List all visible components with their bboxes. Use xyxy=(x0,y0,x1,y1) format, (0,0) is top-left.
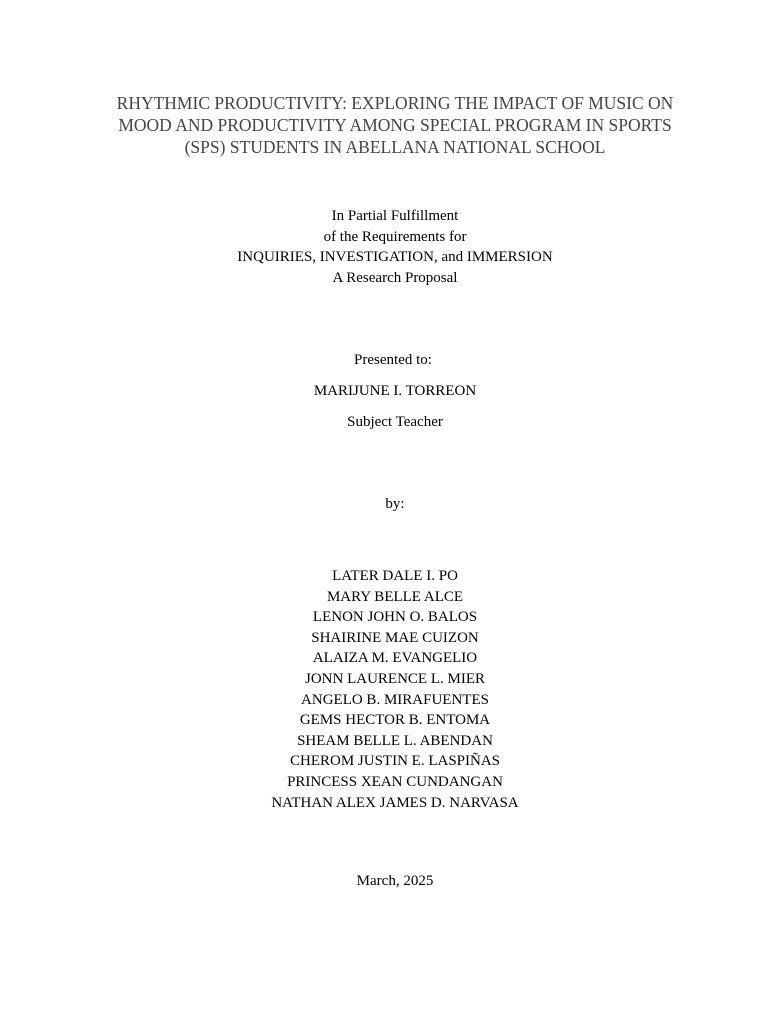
fulfillment-line: In Partial Fulfillment xyxy=(331,208,459,224)
course-name: INQUIRIES, INVESTIGATION, and IMMERSION xyxy=(237,249,553,266)
author-name: CHEROM JUSTIN E. LASPIÑAS xyxy=(289,753,501,770)
fulfillment-block xyxy=(0,206,768,288)
author-name: NATHAN ALEX JAMES D. NARVASA xyxy=(271,794,519,811)
author-name: ANGELO B. MIRAFUENTES xyxy=(301,691,489,708)
author-name: LENON JOHN O. BALOS xyxy=(312,609,478,626)
fulfillment-line: of the Requirements for xyxy=(323,228,467,245)
by-label: by: xyxy=(385,496,405,512)
title-line: (SPS) STUDENTS IN ABELLANA NATIONAL SCHOOL xyxy=(184,137,606,157)
author-name: SHEAM BELLE L. ABENDAN xyxy=(297,732,493,749)
teacher-name: MARIJUNE I. TORREON xyxy=(313,383,477,399)
page-title xyxy=(90,92,700,158)
author-name: GEMS HECTOR B. ENTOMA xyxy=(299,712,491,729)
title-line: MOOD AND PRODUCTIVITY AMONG SPECIAL PROGRAM IN SPORTS xyxy=(118,115,672,135)
author-list xyxy=(0,566,768,813)
author-name: LATER DALE I. PO xyxy=(332,568,458,584)
author-name: MARY BELLE ALCE xyxy=(326,588,464,605)
author-name: ALAIZA M. EVANGELIO xyxy=(312,650,478,667)
submission-date: March, 2025 xyxy=(356,873,434,889)
teacher-role: Subject Teacher xyxy=(347,414,443,430)
author-name: SHAIRINE MAE CUIZON xyxy=(311,629,479,646)
document-type: A Research Proposal xyxy=(332,269,458,286)
author-name: JONN LAURENCE L. MIER xyxy=(305,670,485,687)
author-name: PRINCESS XEAN CUNDANGAN xyxy=(287,773,503,790)
presented-to-label: Presented to: xyxy=(354,352,432,368)
title-line: RHYTHMIC PRODUCTIVITY: EXPLORING THE IMPACT OF MUSIC ON xyxy=(116,93,674,113)
